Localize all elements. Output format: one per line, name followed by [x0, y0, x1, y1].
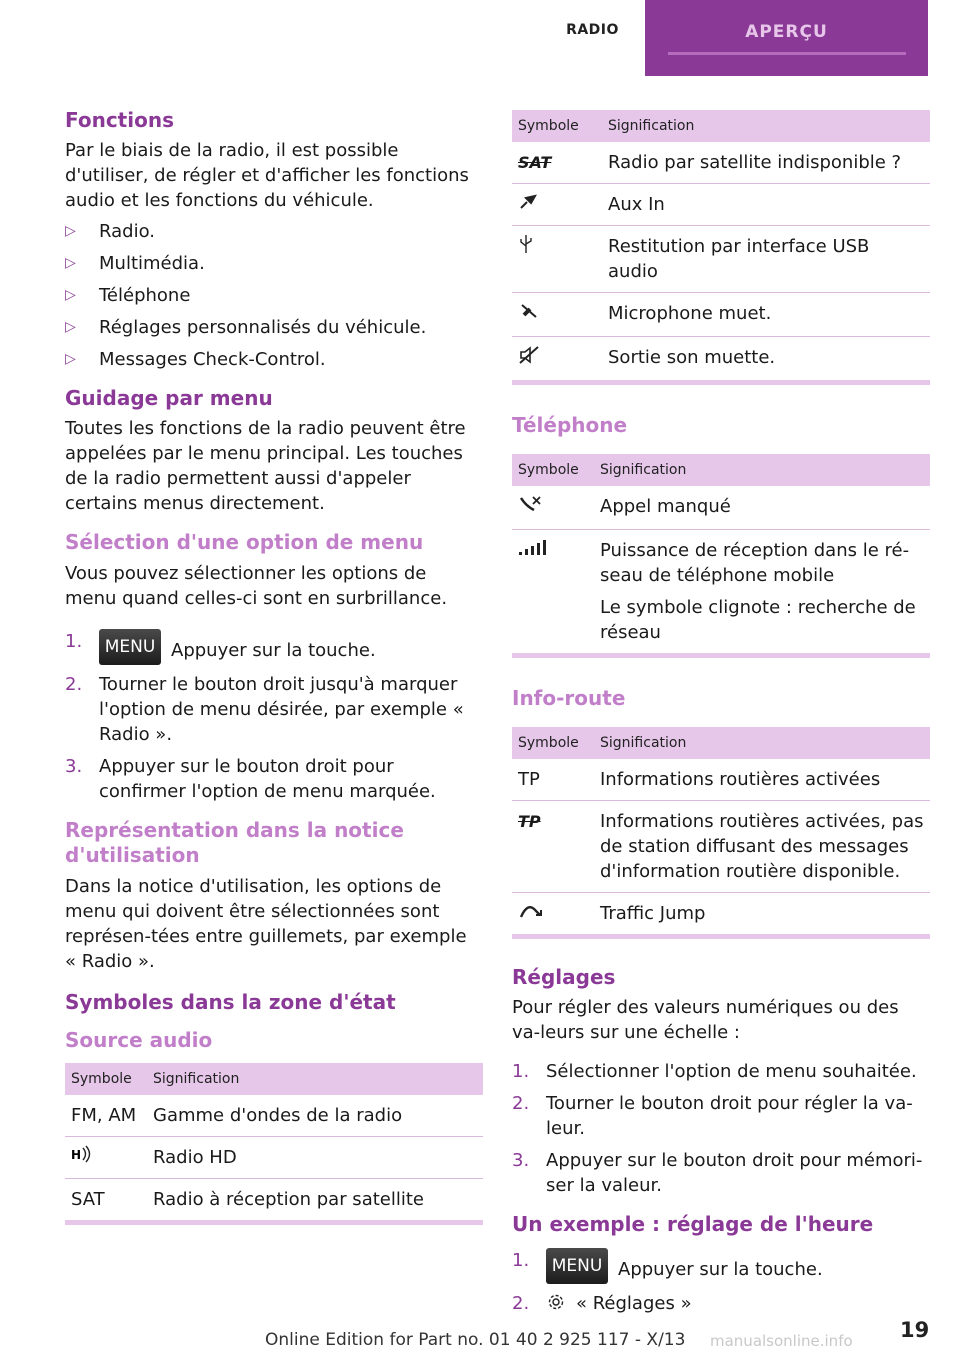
- right-column: [512, 110, 930, 1333]
- aux-in-icon: [518, 192, 538, 217]
- guidage-heading: Guidage par menu: [65, 386, 273, 410]
- source-audio-table: Symbole Signification FM, AM Gamme d'ondes de la radio H Radio HD SAT Radio à réception par satellite: [65, 1063, 483, 1220]
- table-row: Puissance de réception dans le ré‐seau de téléphone mobile Le symbole clignote : recherche de réseau: [512, 530, 930, 654]
- list-item: ▷ Messages Check-Control.: [65, 349, 326, 370]
- usb-icon: [518, 234, 534, 261]
- list-item: 2. « Réglages »: [512, 1291, 930, 1319]
- reglages-text: Pour régler des valeurs numériques ou des va‐leurs sur une échelle :: [512, 997, 899, 1043]
- page-number: 19: [900, 1318, 930, 1342]
- triangle-bullet-icon: ▷: [65, 319, 76, 335]
- menu-button-icon: MENU: [546, 1248, 608, 1284]
- tp-crossed-icon: TP: [518, 812, 541, 831]
- tab-apercu: APERÇU: [745, 22, 828, 42]
- tab-radio: RADIO: [566, 22, 619, 38]
- table-end-rule: [65, 1220, 483, 1225]
- footer-edition: Online Edition for Part no. 01 40 2 925 117 - X/13: [265, 1330, 686, 1350]
- triangle-bullet-icon: ▷: [65, 223, 76, 239]
- table-end-rule: [512, 380, 930, 385]
- selection-heading: Sélection d'une option de menu: [65, 530, 424, 554]
- selection-text: Vous pouvez sélectionner les options de menu quand celles-ci sont en surbrillance.: [65, 563, 448, 609]
- menu-button-icon: MENU: [99, 629, 161, 665]
- list-item: ▷ Téléphone: [65, 285, 191, 306]
- table-row: Microphone muet.: [512, 293, 930, 337]
- telephone-table: Symbole Signification Appel manqué Puissance de réception dans le ré‐seau de téléphone mobile Le symbole clignote : recherche de réseau: [512, 454, 930, 653]
- triangle-bullet-icon: ▷: [65, 351, 76, 367]
- guidage-text: Toutes les fonctions de la radio peuvent être appelées par le menu principal. Les touches de la radio permettent aussi d'appeler certains menus directement.: [65, 418, 466, 514]
- inforoute-table: Symbole Signification TP Informations routières activées TP Informations routières activées, pas de station diffusant des messages d'information routière disponible. Traffic Jump: [512, 727, 930, 934]
- reglages-steps: [512, 1059, 930, 1198]
- triangle-bullet-icon: ▷: [65, 287, 76, 303]
- svg-text:H: H: [71, 1148, 82, 1162]
- telephone-heading: Téléphone: [512, 413, 628, 437]
- table-row: H Radio HD: [65, 1137, 483, 1179]
- list-item: 3. Appuyer sur le bouton droit pour mémori‐ser la valeur.: [512, 1150, 923, 1196]
- symboles-heading: Symboles dans la zone d'état: [65, 990, 396, 1014]
- table-row: SAT Radio à réception par satellite: [71, 1189, 424, 1210]
- list-item: 2. Tourner le bouton droit jusqu'à marquer l'option de menu désirée, par exemple « Radio ».: [65, 674, 464, 745]
- fonctions-list: [65, 219, 483, 372]
- fonctions-heading: Fonctions: [65, 108, 174, 132]
- traffic-jump-icon: [518, 901, 544, 926]
- table-end-rule: [512, 653, 930, 658]
- list-item: 3. Appuyer sur le bouton droit pour confirmer l'option de menu marquée.: [65, 756, 436, 802]
- list-item: ▷ Radio.: [65, 221, 155, 242]
- signal-strength-icon: [518, 538, 546, 563]
- source-audio-heading: Source audio: [65, 1028, 213, 1052]
- table-end-rule: [512, 934, 930, 939]
- representation-heading: Représentation dans la notice d'utilisation: [65, 818, 404, 867]
- table-row: FM, AM Gamme d'ondes de la radio: [65, 1095, 483, 1137]
- table-row: SAT Radio par satellite indisponible ?: [512, 142, 930, 184]
- table-row: Restitution par interface USB audio: [512, 226, 930, 293]
- fonctions-text: Par le biais de la radio, il est possible d'utiliser, de régler et d'afficher les fonctions audio et les fonctions du véhicule.: [65, 140, 469, 211]
- triangle-bullet-icon: ▷: [65, 255, 76, 271]
- microphone-mute-icon: [518, 301, 540, 328]
- list-item: ▷ Multimédia.: [65, 253, 205, 274]
- tab-apercu-underline: [668, 52, 906, 55]
- gear-icon: [546, 1292, 566, 1319]
- representation-text: Dans la notice d'utilisation, les options de menu qui doivent être sélectionnées sont représen‐tées entre guillemets, par exemple « Radio ».: [65, 876, 467, 972]
- speaker-mute-icon: [518, 345, 540, 372]
- exemple-steps: [512, 1248, 930, 1319]
- list-item: 1. MENU Appuyer sur la touche.: [512, 1248, 930, 1284]
- table-row: TP Informations routières activées, pas de station diffusant des messages d'information routière disponible.: [512, 801, 930, 893]
- left-column: [65, 108, 483, 1251]
- list-item: ▷ Réglages personnalisés du véhicule.: [65, 317, 427, 338]
- table-row: Sortie son muette.: [512, 337, 930, 381]
- sat-unavailable-icon: SAT: [518, 153, 552, 172]
- table-row: Aux In: [512, 184, 930, 226]
- selection-steps: [65, 629, 483, 804]
- inforoute-heading: Info-route: [512, 686, 626, 710]
- hd-radio-icon: [71, 1145, 93, 1170]
- table-row: Appel manqué: [512, 486, 930, 530]
- list-item: 1. Sélectionner l'option de menu souhaitée.: [512, 1061, 917, 1082]
- list-item: 2. Tourner le bouton droit pour régler la va‐leur.: [512, 1093, 913, 1139]
- reglages-heading: Réglages: [512, 965, 616, 989]
- audio-status-table: Symbole Signification SAT Radio par satellite indisponible ? Aux In Restitution par interface USB audio Microphone muet. Sortie son muette.: [512, 110, 930, 380]
- exemple-heading: Un exemple : réglage de l'heure: [512, 1212, 874, 1236]
- table-row: Traffic Jump: [512, 893, 930, 935]
- missed-call-icon: [518, 494, 542, 521]
- table-row: TP Informations routières activées: [512, 759, 930, 801]
- list-item: 1. MENU Appuyer sur la touche.: [65, 629, 483, 665]
- watermark: manualsonline.info: [710, 1332, 853, 1350]
